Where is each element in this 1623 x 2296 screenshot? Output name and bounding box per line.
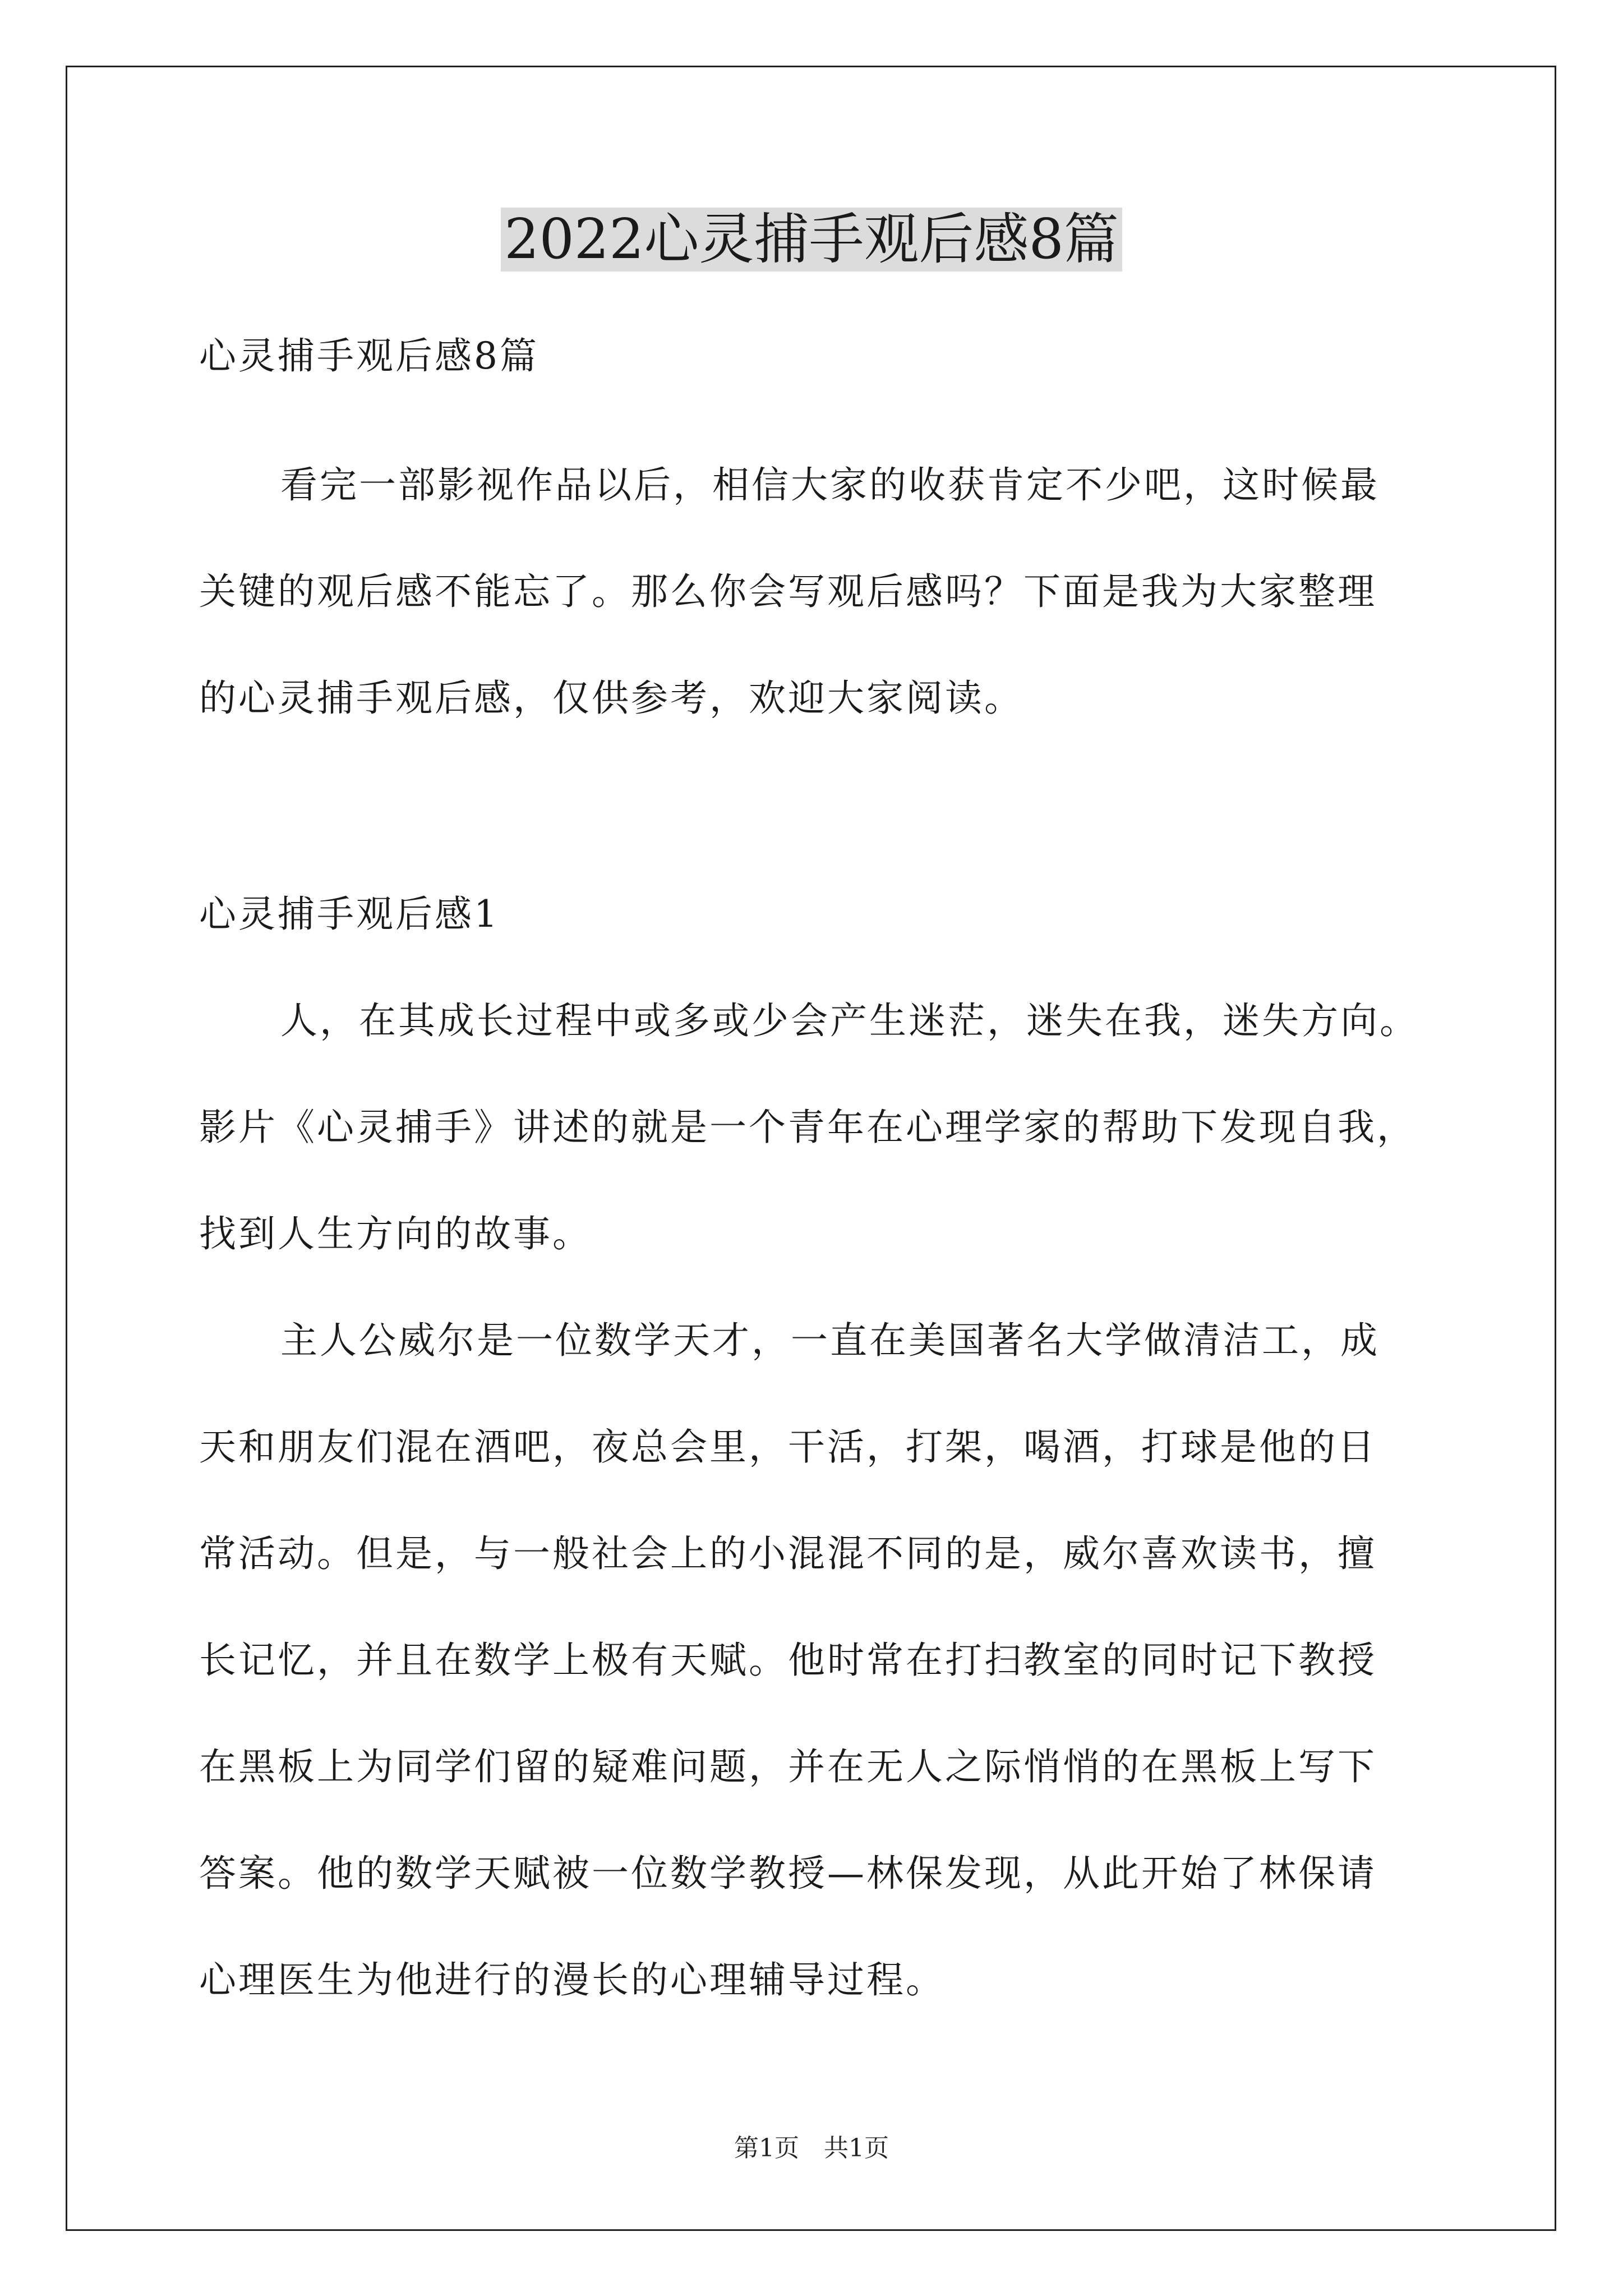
para2-line-4: 长记忆，并且在数学上极有天赋。他时常在打扫教室的同时记下教授 [199, 1639, 1377, 1682]
para2-line-7: 心理医生为他进行的漫长的心理辅导过程。 [199, 1958, 945, 2001]
page-number: 第1页 共1页 [734, 2134, 889, 2162]
document-subtitle: 心灵捕手观后感8篇 [199, 334, 539, 378]
document-title-text: 2022心灵捕手观后感8篇 [501, 208, 1122, 272]
para2-line-1: 主人公威尔是一位数学天才，一直在美国著名大学做清洁工，成 [280, 1319, 1380, 1362]
para1-line-2: 影片《心灵捕手》讲述的就是一个青年在心理学家的帮助下发现自我， [199, 1106, 1416, 1149]
document-title [0, 203, 1623, 276]
para2-line-6: 答案。他的数学天赋被一位数学教授—林保发现，从此开始了林保请 [199, 1852, 1377, 1895]
para1-line-3: 找到人生方向的故事。 [199, 1212, 592, 1255]
para2-line-5: 在黑板上为同学们留的疑难问题，并在无人之际悄悄的在黑板上写下 [199, 1745, 1377, 1788]
section-heading: 心灵捕手观后感1 [199, 892, 500, 936]
intro-line-1: 看完一部影视作品以后，相信大家的收获肯定不少吧，这时候最 [280, 463, 1380, 507]
para2-line-3: 常活动。但是，与一般社会上的小混混不同的是，威尔喜欢读书，擅 [199, 1532, 1377, 1575]
para1-line-1: 人，在其成长过程中或多或少会产生迷茫，迷失在我，迷失方向。 [280, 999, 1419, 1042]
para2-line-2: 天和朋友们混在酒吧，夜总会里，干活，打架，喝酒，打球是他的日 [199, 1425, 1377, 1469]
intro-line-2: 关键的观后感不能忘了。那么你会写观后感吗？下面是我为大家整理 [199, 570, 1377, 613]
intro-line-3: 的心灵捕手观后感，仅供参考，欢迎大家阅读。 [199, 677, 1023, 720]
